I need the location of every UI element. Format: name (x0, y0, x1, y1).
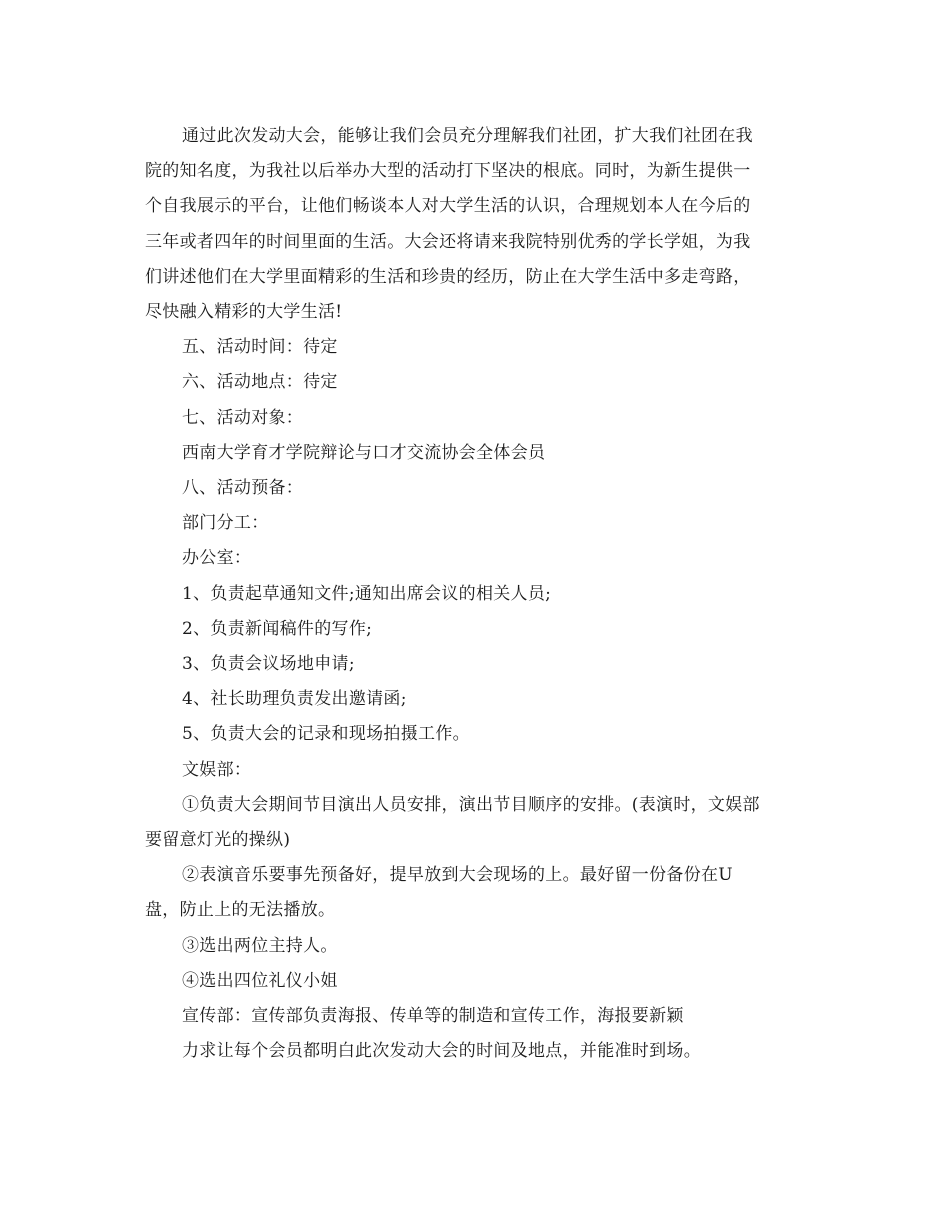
office-item: 4、社长助理负责发出邀请函; (182, 689, 407, 710)
activity-target-heading: 七、活动对象： (182, 407, 304, 428)
entertainment-item-1: ①负责大会期间节目演出人员安排，演出节目顺序的安排。(表演时，文娱部 (182, 794, 760, 815)
entertainment-item-2-cont: 盘，防止上的无法播放。 (145, 900, 336, 921)
entertainment-item-3: ③选出两位主持人。 (182, 935, 338, 956)
office-heading: 办公室： (182, 548, 252, 569)
entertainment-item-4: ④选出四位礼仪小姐 (182, 970, 338, 991)
document-body (145, 119, 810, 1069)
office-item: 3、负责会议场地申请; (182, 654, 355, 675)
entertainment-item-2: ②表演音乐要事先预备好，提早放到大会现场的上。最好留一份备份在U (182, 865, 733, 886)
intro-line: 院的知名度，为我社以后举办大型的活动打下坚决的根底。同时，为新生提供一 (145, 161, 751, 182)
entertainment-item-1-cont: 要留意灯光的操纵) (145, 830, 291, 851)
activity-place: 六、活动地点：待定 (182, 372, 338, 393)
activity-target: 西南大学育才学院辩论与口才交流协会全体会员 (182, 442, 546, 463)
office-item: 2、负责新闻稿件的写作; (182, 618, 373, 639)
intro-line: 通过此次发动大会，能够让我们会员充分理解我们社团，扩大我们社团在我 (182, 126, 753, 146)
activity-time: 五、活动时间：待定 (182, 337, 338, 358)
division-heading: 部门分工： (182, 513, 269, 534)
intro-line: 三年或者四年的时间里面的生活。大会还将请来我院特别优秀的学长学姐，为我 (145, 231, 751, 252)
office-item: 5、负责大会的记录和现场拍摄工作。 (182, 724, 470, 745)
intro-line: 们讲述他们在大学里面精彩的生活和珍贵的经历，防止在大学生活中多走弯路， (145, 266, 751, 287)
intro-line: 个自我展示的平台，让他们畅谈本人对大学生活的认识，合理规划本人在今后的 (145, 196, 751, 217)
publicity-line: 宣传部：宣传部负责海报、传单等的制造和宣传工作，海报要新颖 (182, 1006, 684, 1027)
office-item: 1、负责起草通知文件;通知出席会议的相关人员; (182, 583, 552, 604)
entertainment-heading: 文娱部： (182, 759, 252, 780)
intro-line: 尽快融入精彩的大学生活! (145, 302, 343, 323)
activity-prep-heading: 八、活动预备： (182, 478, 304, 499)
publicity-line: 力求让每个会员都明白此次发动大会的时间及地点，并能准时到场。 (182, 1041, 701, 1062)
